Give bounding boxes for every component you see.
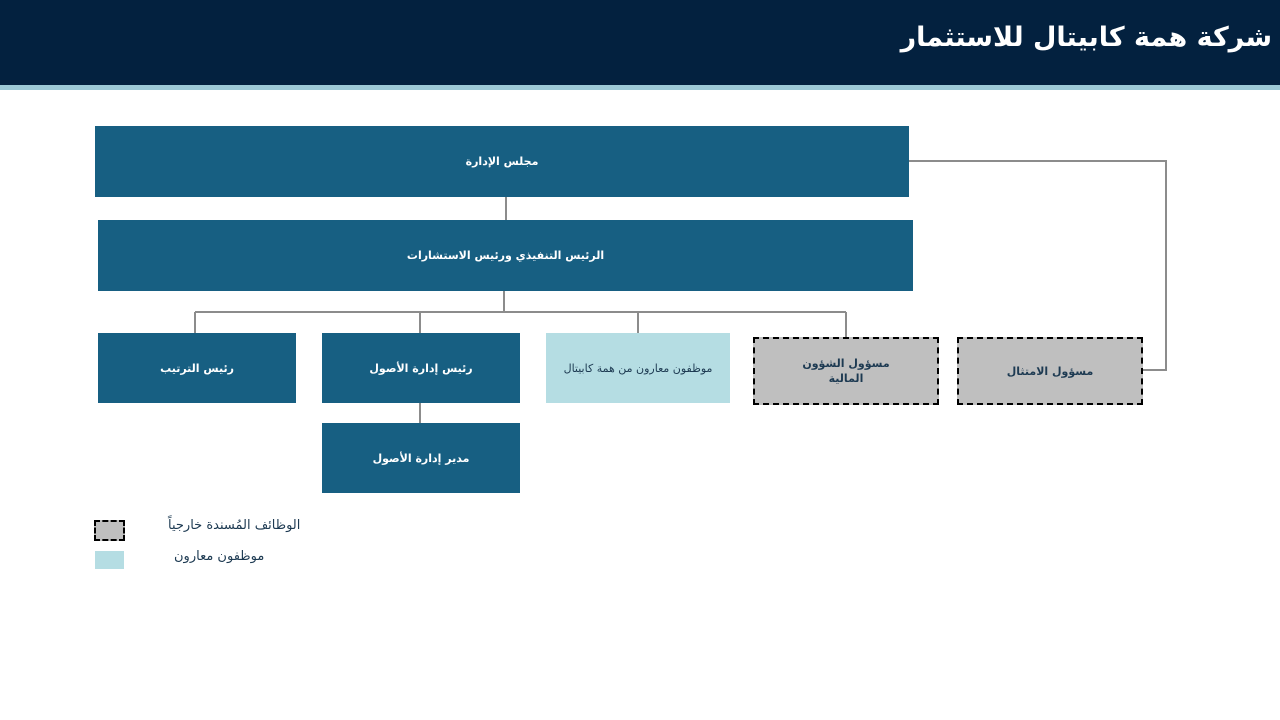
legend-seconded-swatch: [95, 551, 124, 569]
finance-officer-box: مسؤول الشؤون المالية: [753, 337, 939, 405]
legend-seconded-label: موظفون معارون: [174, 549, 265, 564]
legend-outsourced-label: الوظائف المُسندة خارجياً: [168, 518, 301, 533]
asset-manager-box: مدير إدارة الأصول: [322, 423, 520, 493]
head-of-arranging-box: رئيس الترتيب: [98, 333, 296, 403]
board-of-directors-box: مجلس الإدارة: [95, 126, 909, 197]
page-title: شركة همة كابيتال للاستثمار: [900, 22, 1272, 53]
compliance-officer-box: مسؤول الامتثال: [957, 337, 1143, 405]
seconded-staff-box: موظفون معارون من همة كابيتال: [546, 333, 730, 403]
head-of-asset-management-box: رئيس إدارة الأصول: [322, 333, 520, 403]
legend-outsourced-swatch: [94, 520, 125, 541]
ceo-box: الرئيس التنفيذي ورئيس الاستشارات: [98, 220, 913, 291]
